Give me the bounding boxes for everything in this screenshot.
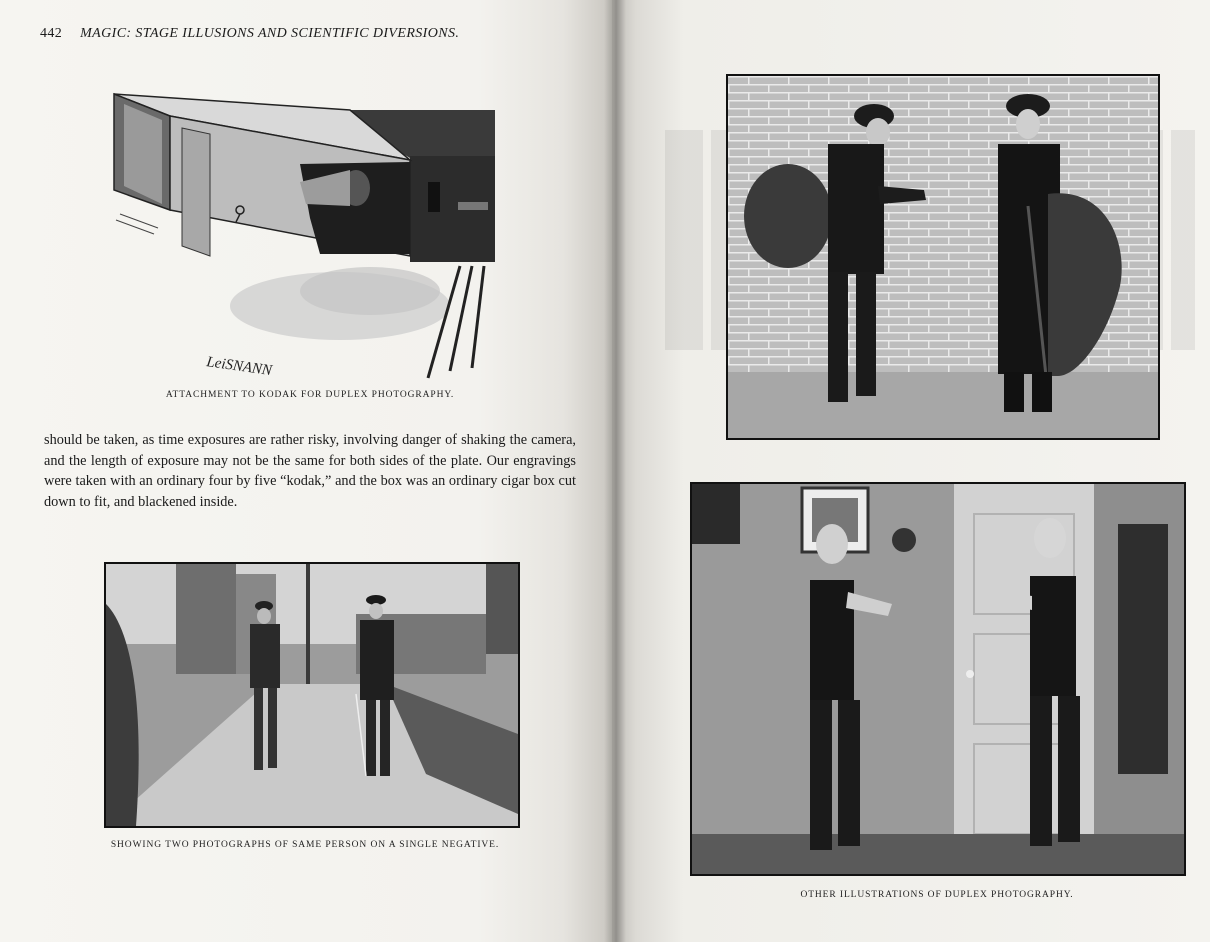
running-title: MAGIC: STAGE ILLUSIONS AND SCIENTIFIC DIVERSIONS. bbox=[80, 26, 460, 41]
kodak-attachment-engraving bbox=[110, 86, 500, 386]
photo-street-duplex bbox=[104, 562, 520, 828]
photo-brick-wall-duplex bbox=[726, 74, 1160, 440]
engraver-signature: LeiSNANN bbox=[205, 354, 273, 380]
book-gutter bbox=[604, 0, 626, 942]
running-head bbox=[40, 26, 560, 42]
body-paragraph: should be taken, as time exposures are rather risky, involving danger of shaking the camera, and the length of exposure may not be the same for both sides of the plate. Our engravings were taken with an ordinary four by five “kodak,” and the box was an ordinary cigar box cut down to fit, and blackened inside. bbox=[44, 432, 576, 510]
caption-street-duplex: SHOWING TWO PHOTOGRAPHS OF SAME PERSON ON A SINGLE NEGATIVE. bbox=[110, 840, 500, 850]
page-number: 442 bbox=[40, 26, 63, 41]
photo-boxers-duplex bbox=[690, 482, 1186, 876]
caption-other-duplex: OTHER ILLUSTRATIONS OF DUPLEX PHOTOGRAPHY. bbox=[800, 890, 1074, 900]
caption-kodak-attachment: ATTACHMENT TO KODAK FOR DUPLEX PHOTOGRAPHY. bbox=[165, 390, 455, 400]
